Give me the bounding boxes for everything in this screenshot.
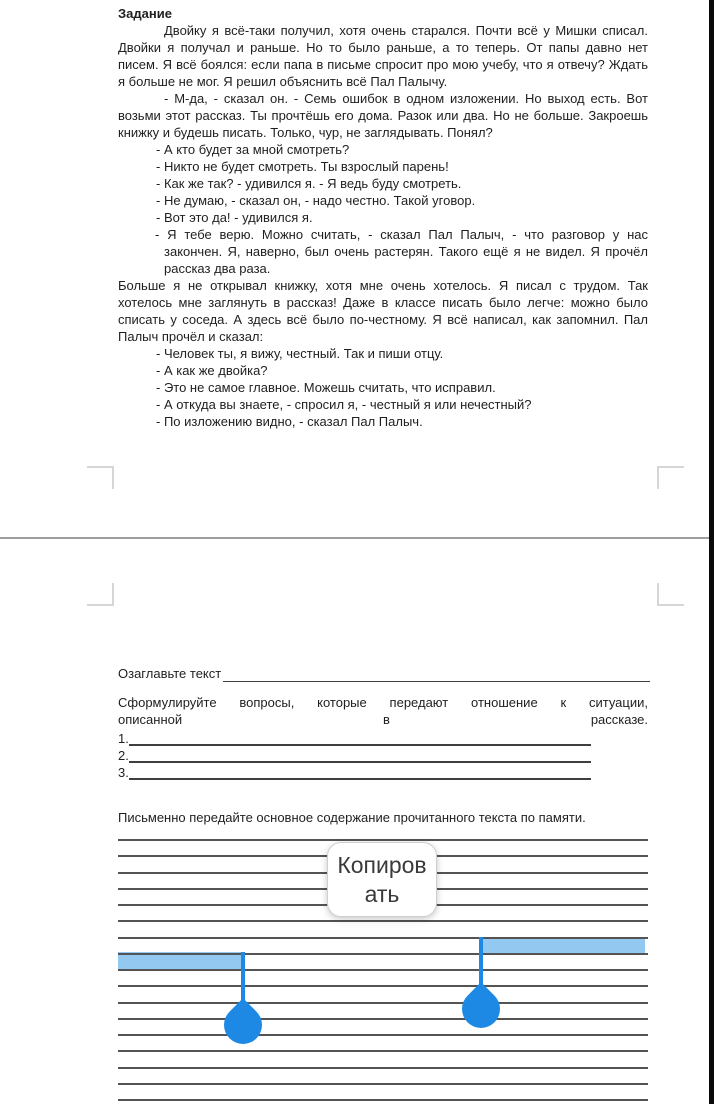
task-word: описанной — [118, 712, 183, 727]
dialog-line: - Не думаю, - сказал он, - надо честно. Такой уговор. — [156, 193, 476, 208]
questions-task-line2 — [118, 711, 648, 728]
blank-line — [129, 731, 591, 746]
blank-line — [129, 748, 591, 763]
blank-number: 3. — [118, 765, 129, 780]
questions-task-line1 — [118, 694, 648, 711]
page-break-divider — [0, 537, 714, 539]
writing-line — [118, 937, 648, 939]
corner-mark-icon — [657, 583, 684, 606]
numbered-blank-3 — [118, 765, 648, 780]
blank-number: 1. — [118, 731, 129, 746]
copy-button[interactable]: Копировать — [327, 842, 437, 917]
assignment-heading: Задание — [118, 6, 172, 21]
numbered-blank-2 — [118, 748, 648, 763]
text-selection-handle-left-icon[interactable] — [216, 998, 270, 1052]
writing-line — [118, 839, 648, 841]
writing-line — [118, 985, 648, 987]
title-task-row — [118, 666, 650, 682]
dialog-line: - Никто не будет смотреть. Ты взрослый парень! — [156, 159, 449, 174]
task-word: передают — [389, 695, 449, 710]
writing-line — [118, 969, 648, 971]
writing-line — [118, 953, 648, 955]
dialog-line: - А как же двойка? — [156, 363, 268, 378]
task-word: в — [383, 712, 390, 727]
task-word: вопросы, — [239, 695, 295, 710]
story-paragraph: Больше я не открывал книжку, хотя мне очень хотелось. Я писал с трудом. Так хотелось мне заглянуть в рассказ! Даже в классе писать было легче: можно было списать у соседа. А здесь всё было по-честному. Я всё написал, как запомнил. Пал Палыч прочёл и сказал: — [118, 278, 648, 344]
blank-number: 2. — [118, 748, 129, 763]
memory-task-label: Письменно передайте основное содержание прочитанного текста по памяти. — [118, 810, 586, 825]
numbered-blank-1 — [118, 731, 648, 746]
story-paragraph: - М-да, - сказал он. - Семь ошибок в одном изложении. Но выход есть. Вот возьми этот рассказ. Ты прочтёшь его дома. Разок или два. Но не больше. Закроешь книжку и будешь писать. Только, чур, не заглядывать. Понял? — [118, 91, 648, 140]
photo-edge-strip — [709, 0, 714, 1104]
task-word: к — [560, 695, 567, 710]
dialog-line: - Человек ты, я вижу, честный. Так и пиши отцу. — [156, 346, 444, 361]
writing-line — [118, 920, 648, 922]
task-word: рассказе. — [590, 712, 648, 727]
dialog-line: - Это не самое главное. Можешь считать, что исправил. — [156, 380, 496, 395]
story-paragraph: Двойку я всё-таки получил, хотя очень старался. Почти всё у Мишки списал. Двойки я получал и раньше. Но то было раньше, а то теперь. От папы давно нет писем. Я всё боялся: если папа в письме спросит про мою учебу, что я отвечу? Ждать я больше не мог. Я решил объяснить всё Пал Палычу. — [118, 23, 648, 89]
corner-mark-icon — [87, 583, 114, 606]
writing-line — [118, 1099, 648, 1101]
writing-line — [118, 1083, 648, 1085]
title-blank-line — [223, 667, 650, 682]
selection-highlight-right — [481, 937, 645, 954]
task-word: отношение — [471, 695, 538, 710]
writing-line — [118, 1002, 648, 1004]
story-text — [118, 5, 648, 430]
writing-line — [118, 1034, 648, 1036]
writing-line — [118, 1067, 648, 1069]
writing-line — [118, 1018, 648, 1020]
title-task-label: Озаглавьте текст — [118, 666, 222, 681]
task-word: которые — [317, 695, 367, 710]
dialog-line: - По изложению видно, - сказал Пал Палыч. — [156, 414, 423, 429]
dialog-line: - Как же так? - удивился я. - Я ведь буду смотреть. — [156, 176, 462, 191]
questions-task — [118, 694, 648, 728]
writing-line — [118, 1050, 648, 1052]
task-word: Сформулируйте — [118, 695, 217, 710]
dialog-paragraph: - Я тебе верю. Можно считать, - сказал Пал Палыч, - что разговор у нас закончен. Я, наверно, был очень растерян. Такого ещё я не видел. Я прочёл рассказ два раза. — [155, 227, 648, 276]
task-word: ситуации, — [588, 695, 648, 710]
dialog-line: - А кто будет за мной смотреть? — [156, 142, 350, 157]
dialog-line: - А откуда вы знаете, - спросил я, - честный я или нечестный? — [156, 397, 532, 412]
blank-line — [129, 765, 591, 780]
text-selection-handle-right-icon[interactable] — [454, 982, 508, 1036]
corner-mark-icon — [87, 466, 114, 489]
corner-mark-icon — [657, 466, 684, 489]
dialog-line: - Вот это да! - удивился я. — [156, 210, 313, 225]
